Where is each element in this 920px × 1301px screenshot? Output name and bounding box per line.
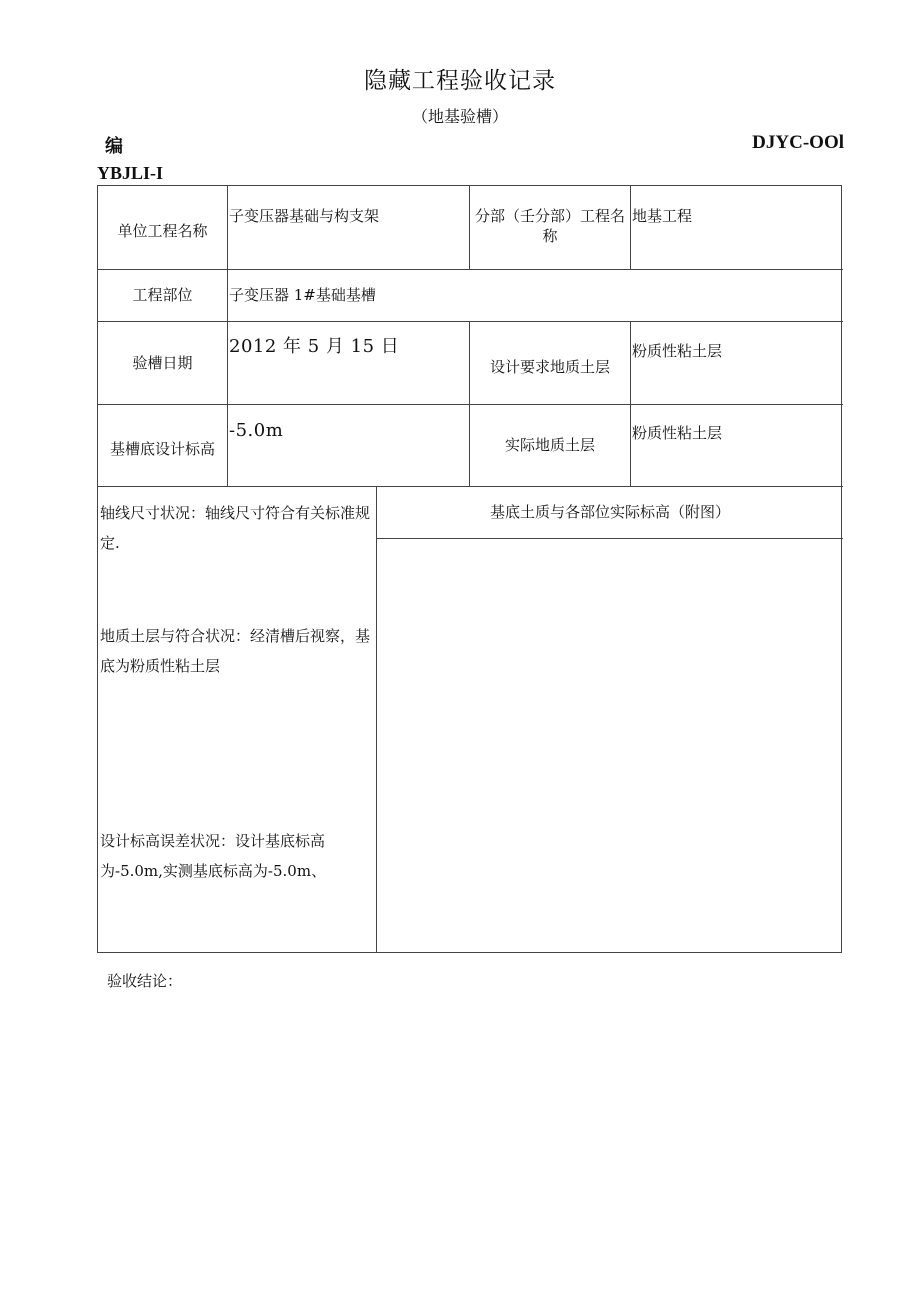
elevation-status-text: 设计标高误差状况：设计基底标高为-5.0m,实测基底标高为-5.0m、 — [100, 832, 327, 880]
number-label: 编 — [105, 136, 123, 156]
date-label: 验槽日期 — [132, 354, 193, 372]
date-value: 2012 年 5 月 15 日 — [229, 336, 400, 357]
axis-status-text: 轴线尺寸状况：轴线尺寸符合有关标准规定. — [100, 504, 371, 552]
page-subtitle: （地基验槽） — [411, 107, 508, 126]
design-soil-value: 粉质性粘土层 — [632, 342, 723, 360]
attached-drawing-area — [377, 539, 843, 953]
conclusion-label: 验收结论： — [107, 972, 183, 990]
design-elev-value: -5.0m — [229, 420, 284, 441]
division-label: 分部（壬分部）工程名称 — [474, 207, 625, 245]
location-label: 工程部位 — [132, 286, 193, 304]
actual-soil-value: 粉质性粘土层 — [632, 424, 723, 442]
actual-soil-label: 实际地质土层 — [504, 436, 595, 454]
design-elev-label: 基槽底设计标高 — [109, 440, 215, 458]
form-code: YBJLI-I — [97, 163, 164, 183]
unit-project-label: 单位工程名称 — [117, 222, 208, 240]
unit-project-value: 子变压器基础与构支架 — [229, 207, 380, 225]
division-value: 地基工程 — [632, 207, 693, 225]
design-soil-label: 设计要求地质土层 — [489, 358, 610, 376]
document-code: DJYC-OOl — [752, 132, 844, 153]
page-title: 隐藏工程验收记录 — [364, 68, 556, 94]
location-value: 子变压器 1#基础基槽 — [229, 286, 376, 304]
soil-status-text: 地质土层与符合状况：经清槽后视察，基底为粉质性粘土层 — [100, 627, 371, 675]
attached-drawing-header: 基底土质与各部位实际标高（附图） — [489, 503, 730, 521]
inspection-table — [97, 185, 842, 953]
